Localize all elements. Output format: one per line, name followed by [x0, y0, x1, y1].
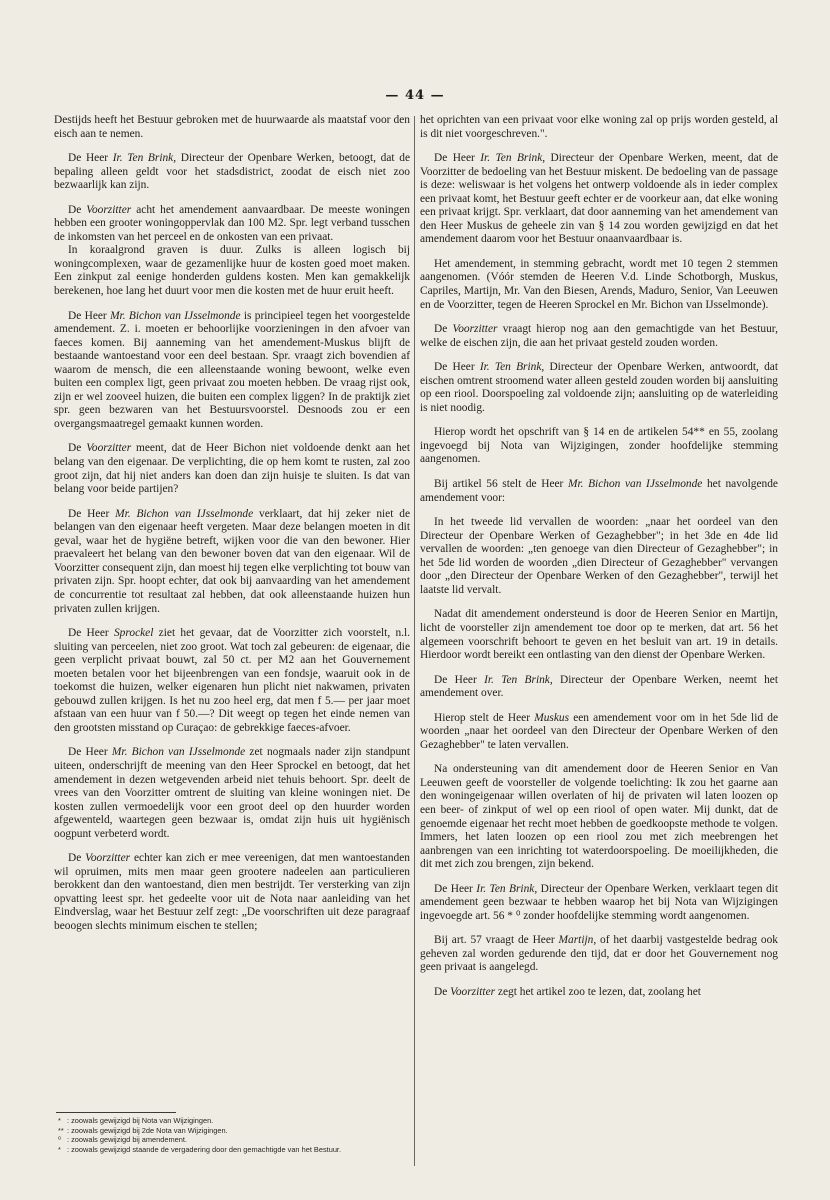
speaker-name: Ir. Ten Brink,	[112, 152, 177, 165]
paragraph: het oprichten van een privaat voor elke woning zal op prijs worden gesteld, al is dit niet voorgeschreven.".	[420, 114, 778, 140]
right-column	[420, 114, 778, 1011]
paragraph: De Heer Ir. Ten Brink, Directeur der Openbare Werken, betoogt, dat de bepaling alleen geldt voor het stadsdistrict, zoodat de eisch niet zoo bezwaarlijk kan zijn.	[54, 152, 411, 192]
paragraph: Na ondersteuning van dit amendement door de Heeren Senior en Van Leeuwen geeft de voorsteller de volgende toelichting: Ik zou het gaarne aan den woningeigenaar willen overlaten of hij de privaten wil laten loozen op een beer- of zinkput of wel op een riool of open water. Mij dunkt, dat de genoemde eigenaar het recht moet hebben de goedkoopste methode te volgen. Immers, het laten loozen op een riool zou met zich meebrengen het aanbrengen van een inrichting tot waterdoorspoeling. De moeilijkheden, die dit met zich zou brengen, zijn bekend.	[420, 763, 778, 871]
footnotes	[58, 1116, 408, 1154]
paragraph: Bij art. 57 vraagt de Heer Martijn, of het daarbij vastgestelde bedrag ook geheven zal worden gedurende den tijd, dat er door het Gouvernement nog geen privaat is aangelegd.	[420, 934, 778, 974]
speaker-name: Voorzitter	[86, 203, 132, 216]
footnote: * : zoowals gewijzigd bij Nota van Wijzigingen.	[58, 1116, 214, 1125]
speaker-name: Voorzitter	[86, 442, 132, 455]
speaker-name: Mr. Bichon van IJsselmonde	[567, 478, 703, 491]
footnote-divider	[56, 1112, 176, 1113]
speaker-name: Voorzitter	[450, 985, 496, 998]
paragraph: De Heer Ir. Ten Brink, Directeur der Openbare Werken, neemt het amendement over.	[420, 673, 778, 700]
paragraph: Nadat dit amendement ondersteund is door de Heeren Senior en Martijn, licht de voorsteller zijn amendement toe door op te merken, dat art. 56 het algemeen voorschrift behoort te geven en het besluit van art. 19 in details. Hierdoor wordt bereikt een ontlasting van den dienst der Openbare Werken.	[420, 608, 778, 662]
paragraph: De Heer Sprockel ziet het gevaar, dat de Voorzitter zich voorstelt, n.l. sluiting van perceelen, niet zoo groot. Wat toch zal gebeuren: de eigenaar, die geen verplicht privaat bouwt, zal 50 ct. per M2 aan het Gouvernement moeten betalen voor het bijeenbrengen van een fondsje, waaruit ook in de toekomst die huizen, welker eigenaren hun plicht niet nakwamen, privaten gebouwd zullen krijgen. Is het nu zoo heel erg, dat men f 5.— per jaar moet afstaan van een huur van f 50.—? Dit weegt op tegen het einde nemen van den grootsten misstand op Curaçao: de gebrekkige faeces-afvoer.	[54, 627, 411, 734]
paragraph: Destijds heeft het Bestuur gebroken met de huurwaarde als maatstaf voor den eisch aan te nemen.	[54, 114, 410, 140]
speaker-name: Martijn,	[558, 934, 597, 947]
paragraph: Het amendement, in stemming gebracht, wordt met 10 tegen 2 stemmen aangenomen. (Vóór stemden de Heeren V.d. Linde Schotborgh, Muskus, Capriles, Martijn, Mr. Van den Biesen, Arends, Maduro, Senior, Van Leeuwen en de Voorzitter, tegen de Heeren Sprockel en Mr. Bichon van IJsselmonde).	[420, 257, 778, 311]
speaker-name: Voorzitter	[85, 852, 131, 865]
left-column	[54, 114, 410, 945]
paragraph: De Voorzitter echter kan zich er mee vereenigen, dat men wantoestanden wil opruimen, mits men maar geen grootere nadeelen aan particulieren berokkent dan den wantoestand, dien men bestrijdt. Ter versterking van zijn opvatting leest spr. het gedeelte voor uit de Nota naar aanleiding van het Eindverslag, waar het Bestuur zelf zegt: „De voorschriften uit deze paragraaf beoogen slechts minimum eischen te stellen;	[54, 852, 410, 932]
paragraph: De Heer Ir. Ten Brink, Directeur der Openbare Werken, meent, dat de Voorzitter de bedoeling van het Bestuur miskent. De bedoeling van de passage is deze: weliswaar is het volgens het ontwerp voldoende als in ieder complex een privaat komt, het Bestuur geeft echter er de voorkeur aan, dat elke woning een privaat krijgt. Spr. verklaart, dat door aanneming van het amendement van den Heer Muskus de geheele zin van § 14 zou worden gewijzigd en dat het amendement daarom voor het Bestuur onaanvaardbaar is.	[420, 152, 779, 246]
paragraph: In het tweede lid vervallen de woorden: „naar het oordeel van den Directeur der Openbare Werken of Gezaghebber"; in het 3de en 4de lid vervallen de woorden: „ten genoege van dien Directeur of Gezaghebber"; in het 5de lid worden de woorden „dien Directeur of Gezaghebber" vervangen door „den Directeur der Openbare Werken of den Gezaghebber", terwijl het laatste lid vervalt.	[420, 516, 778, 596]
speaker-name: Mr. Bichon van IJsselmonde	[115, 507, 254, 520]
speaker-name: Sprockel	[113, 627, 154, 640]
paragraph: Bij artikel 56 stelt de Heer Mr. Bichon van IJsselmonde het navolgende amendement voor:	[420, 478, 778, 504]
footnote: ⁰ : zoowals gewijzigd bij amendement.	[58, 1135, 187, 1145]
paragraph: De Voorzitter vraagt hierop nog aan den gemachtigde van het Bestuur, welke de eischen zijn, die aan het privaat gesteld zouden worden.	[420, 323, 778, 349]
paragraph: De Heer Mr. Bichon van IJsselmonde is principieel tegen het voorgestelde amendement. Z. i. moeten er behoorlijke voorzieningen in den afvoer van faeces komen. Bij aanneming van het amendement-Muskus blijft de bestaande wantoestand voor een deel bestaan. Spr. vraagt zich bovendien af waarom de mensch, die een alleenstaande woning bewoont, welke even buiten een complex ligt, geen privaat zou moeten hebben. De vraag rijst ook, zijn er wel zooveel huizen, die buiten een complex liggen? In de praktijk ziet spr. geen bezwaren van het Bestuursvoorstel. Desnoods zou er een overgangsmaatregel gemaakt kunnen worden.	[54, 309, 411, 430]
paragraph: Hierop stelt de Heer Muskus een amendement voor om in het 5de lid de woorden „naar het oordeel van den Directeur der Openbare Werken of den Gezaghebber" te laten vervallen.	[420, 711, 779, 751]
paragraph: Hierop wordt het opschrift van § 14 en de artikelen 54** en 55, zoolang ingevoegd bij Nota van Wijzigingen, zonder hoofdelijke stemming aangenomen.	[420, 426, 778, 466]
footnote: * : zoowals gewijzigd staande de vergadering door den gemachtigde van het Bestuur.	[58, 1144, 342, 1154]
paragraph: De Voorzitter meent, dat de Heer Bichon niet voldoende denkt aan het belang van den eigenaar. De verplichting, die op hem komt te rusten, zal zoo groot zijn, dat hij niet anders kan doen dan zijn huisje te sluiten. Is dat van belang voor beide partijen?	[54, 442, 410, 496]
paragraph: De Heer Mr. Bichon van IJsselmonde verklaart, dat hij zeker niet de belangen van den eigenaar heeft vergeten. Maar deze belangen moeten in dit geval, waar het de hygiëne betreft, wijken voor die van den bewoner. Hier praevaleert het belang van den bewoner boven dat van den eigenaar. Wil de Voorzitter consequent zijn, dan moest hij tegen elke verplichting tot bouw van privaten zijn. Spr. hoopt echter, dat ook bij aanvaarding van het amendement de concurrentie tot resultaat zal hebben, dat ook alleenstaande huizen hun privaten zullen krijgen.	[54, 507, 410, 615]
speaker-name: Ir. Ten Brink,	[480, 152, 546, 165]
speaker-name: Muskus	[534, 711, 570, 724]
paragraph: De Voorzitter zegt het artikel zoo te lezen, dat, zoolang het	[434, 985, 701, 998]
column-divider	[414, 116, 415, 1166]
paragraph: De Voorzitter acht het amendement aanvaardbaar. De meeste woningen hebben een grooter woningoppervlak dan 100 M2. Spr. legt verband tusschen de inkomsten van het perceel en de onkosten van een privaat.	[54, 203, 410, 243]
speaker-name: Voorzitter	[452, 323, 498, 336]
paragraph: De Heer Ir. Ten Brink, Directeur der Openbare Werken, verklaart tegen dit amendement geen bezwaar te hebben waarop het bij Nota van Wijzigingen ingevoegde art. 56 * ⁰ zonder hoofdelijke stemming wordt aangenomen.	[420, 882, 779, 922]
speaker-name: Ir. Ten Brink,	[476, 882, 538, 895]
speaker-name: Mr. Bichon van IJsselmonde	[110, 309, 241, 322]
page-number: — 44 —	[385, 88, 445, 103]
speaker-name: Mr. Bichon van IJsselmonde	[111, 746, 246, 759]
paragraph: In koraalgrond graven is duur. Zulks is alleen logisch bij woningcomplexen, waar de gezamenlijke huur de kosten goed moet maken. Een zinkput zal eenige honderden guldens kosten. Men kan gemakkelijk berekenen, hoe lang het duurt voor men die kosten met de huur eruit heeft.	[54, 244, 410, 298]
footnote: ** : zoowals gewijzigd bij 2de Nota van Wijzigingen.	[58, 1125, 228, 1135]
speaker-name: Ir. Ten Brink,	[484, 673, 553, 686]
speaker-name: Ir. Ten Brink,	[479, 361, 545, 374]
paragraph: De Heer Ir. Ten Brink, Directeur der Openbare Werken, antwoordt, dat eischen omtrent stroomend water alleen gesteld zouden worden bij aansluiting op een riool. Doorspoeling zal voldoende zijn; aansluiting op de waterleiding is niet noodig.	[420, 361, 779, 414]
paragraph: De Heer Mr. Bichon van IJsselmonde zet nogmaals nader zijn standpunt uiteen, onderschrijft de meening van den Heer Sprockel en betoogt, dat het amendement in dezen wetgevenden arbeid niet tehuis behoort. Spr. deelt de vrees van den Voorzitter omtrent de sluiting van kleine woningen niet. De kosten zullen vermoedelijk voor een groot deel op den huurder worden afgewenteld, waartegen geen bezwaar is, omdat zijn huis uit hygiënisch oogpunt verbeterd wordt.	[54, 746, 411, 840]
